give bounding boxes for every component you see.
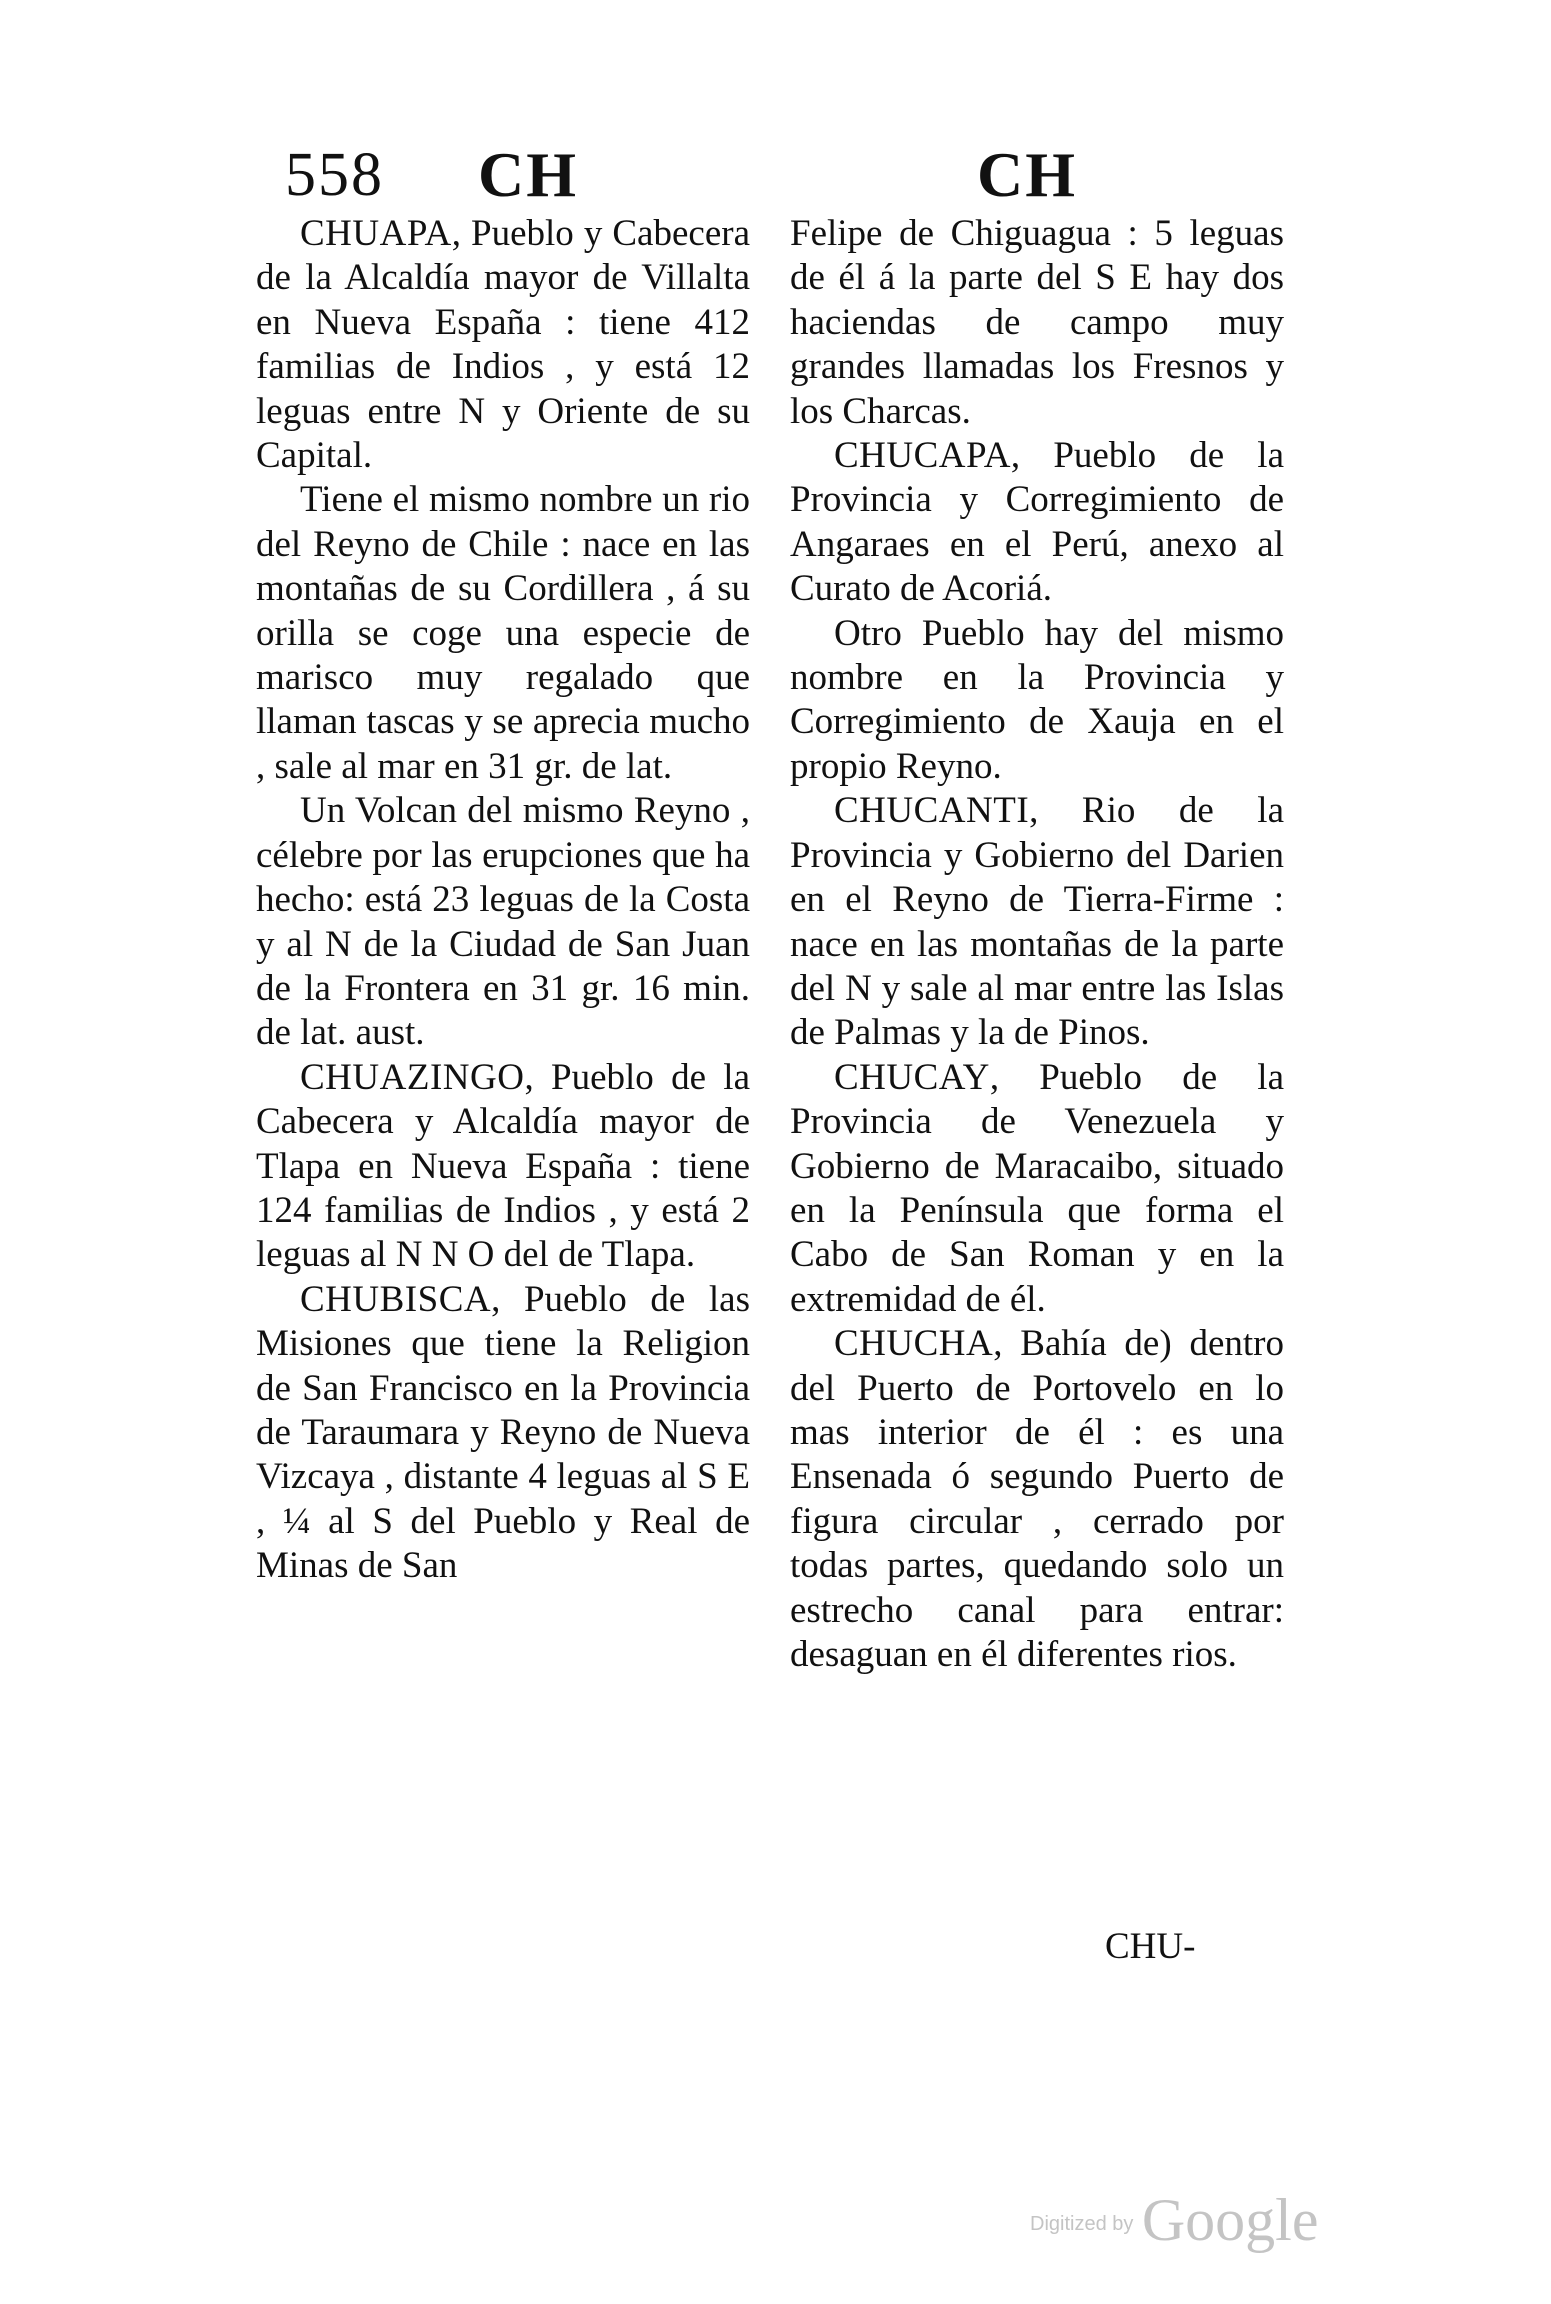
entry-chuapa-river	[256, 478, 750, 789]
entry-chucanti	[790, 789, 1284, 1055]
entry-text-volcan: Un Volcan del mismo Reyno , célebre por las erupciones que ha hecho: está 23 leguas de la Costa y al N de la Ciudad de San Juan de la Frontera en 31 gr. 16 min. de lat. aust.	[256, 790, 750, 1054]
entry-chucha	[790, 1322, 1284, 1677]
headword-chucay: CHUCAY	[834, 1056, 990, 1098]
page-number: 558	[285, 141, 384, 209]
headword-chuazingo: CHUAZINGO	[300, 1056, 525, 1098]
entry-chuapa	[256, 212, 750, 478]
headword-chucapa: CHUCAPA	[834, 435, 1011, 477]
running-head-right: CH	[977, 139, 1077, 210]
running-head-left: CH	[478, 139, 578, 210]
entry-text-chuapa-river: Tiene el mismo nombre un rio del Reyno de Chile : nace en las montañas de su Cordillera , á su orilla se coge una especie de marisco muy regalado que llaman tascas y se aprecia mucho , sale al mar en 31 gr. de lat.	[256, 479, 750, 787]
entry-chucapa	[790, 434, 1284, 612]
entry-text-chuazingo: , Pueblo de la Cabecera y Alcaldía mayor de Tlapa en Nueva España : tiene 124 familias de Indios , y está 2 leguas al N N O del de Tlapa.	[256, 1056, 750, 1276]
entry-volcan	[256, 789, 750, 1055]
entry-text-chubisca-continued: Felipe de Chiguagua : 5 leguas de él á la parte del S E hay dos haciendas de campo muy grandes llamadas los Fresnos y los Charcas.	[790, 213, 1284, 432]
headword-chucha: CHUCHA	[834, 1323, 994, 1365]
entry-chubisca	[256, 1278, 750, 1589]
catchword: CHU-	[1105, 1926, 1196, 1967]
headword-chucanti: CHUCANTI	[834, 790, 1030, 832]
google-digitized-watermark	[1030, 2186, 1318, 2255]
google-logo-text: Google	[1141, 2187, 1319, 2253]
entry-chuazingo	[256, 1056, 750, 1278]
entry-chubisca-continued	[790, 212, 1284, 434]
entry-text-chuapa: , Pueblo y Cabecera de la Alcaldía mayor de Villalta en Nueva España : tiene 412 familias de Indios , y está 12 leguas entre N y Oriente de su Capital.	[256, 213, 750, 477]
entry-text-chucapa-other: Otro Pueblo hay del mismo nombre en la Provincia y Corregimiento de Xauja en el propio Reyno.	[790, 612, 1284, 787]
entry-text-chucay: , Pueblo de la Provincia de Venezuela y Gobierno de Maracaibo, situado en la Península que forma el Cabo de San Roman y en la extremidad de él.	[790, 1056, 1284, 1320]
entry-text-chubisca: , Pueblo de las Misiones que tiene la Religion de San Francisco en la Provincia de Taraumara y Reyno de Nueva Vizcaya , distante 4 leguas al S E , ¼ al S del Pueblo y Real de Minas de San	[256, 1278, 750, 1587]
entry-chucay	[790, 1056, 1284, 1322]
entry-chucapa-other	[790, 612, 1284, 790]
watermark-prefix: Digitized by	[1030, 2213, 1134, 2235]
left-column	[256, 212, 750, 1589]
headword-chuapa: CHUAPA	[300, 213, 452, 254]
entry-text-chucapa: , Pueblo de la Provincia y Corregimiento de Angaraes en el Perú, anexo al Curato de Acoriá.	[790, 435, 1284, 610]
headword-chubisca: CHUBISCA	[300, 1278, 492, 1320]
entry-text-chucanti: , Rio de la Provincia y Gobierno del Darien en el Reyno de Tierra-Firme : nace en las montañas de la parte del N y sale al mar entre las Islas de Palmas y la de Pinos.	[790, 790, 1284, 1054]
right-column	[790, 212, 1284, 1677]
entry-text-chucha: , Bahía de) dentro del Puerto de Portovelo en lo mas interior de él : es una Ensenada ó segundo Puerto de figura circular , cerrado por todas partes, quedando solo un estrecho canal para entrar: desaguan en él diferentes rios.	[790, 1323, 1284, 1675]
